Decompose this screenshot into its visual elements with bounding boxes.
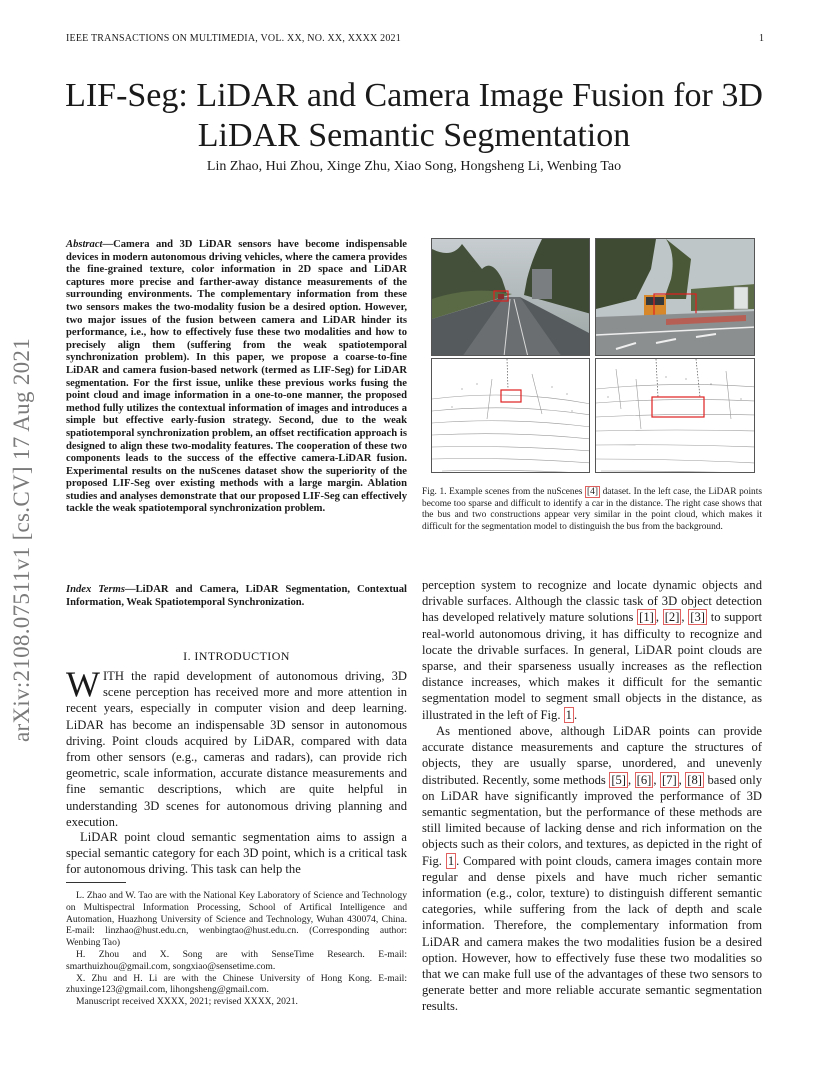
index-terms bbox=[66, 584, 407, 609]
text-run: perception system to recognize and locate dynamic objects and drivable surfaces. Although the classic task of 3D object detection has developed relatively mature solutions bbox=[422, 578, 762, 625]
footnote-3: X. Zhu and H. Li are with the Chinese University of Hong Kong. E-mail: zhuxinge123@gmail.com, lihongsheng@gmail.com. bbox=[66, 972, 407, 996]
figure-1 bbox=[431, 238, 755, 473]
abstract-label: Abstract bbox=[66, 239, 103, 250]
figure-caption bbox=[422, 487, 762, 533]
citation-link[interactable]: [1] bbox=[639, 610, 654, 625]
figure-link[interactable]: 1 bbox=[565, 707, 572, 722]
citation-link[interactable]: [2] bbox=[664, 610, 680, 625]
arxiv-watermark bbox=[2, 270, 42, 810]
right-paragraph-1 bbox=[422, 577, 762, 723]
citation-link[interactable]: [7] bbox=[661, 772, 677, 787]
footnotes bbox=[66, 890, 407, 1008]
intro-paragraph-2: LiDAR point cloud semantic segmentation aims to assign a special semantic category for each 3D point, which is a critical task for autonomous driving. This task can help the bbox=[66, 830, 407, 877]
citation-link[interactable]: [8] bbox=[687, 772, 702, 787]
text-run: . Compared with point clouds, camera images contain more regular and dense pixels and have much richer semantic information (e.g., color, texture) to distinguish different semantic categories, while suffering from the lack of depth and scale information. Therefore, the complementary information from LiDAR and camera makes the two modalities fusion be a desired option. However, how to effectively fuse these two modalities so that we can make full use of the advantages of these two sensors to generate better and more reliable accurate semantic segmentation results. bbox=[422, 853, 762, 1014]
citation-link[interactable]: [3] bbox=[690, 610, 705, 625]
arxiv-id: arXiv:2108.07511v1 [cs.CV] 17 Aug 2021 bbox=[9, 337, 34, 743]
abstract-text: —Camera and 3D LiDAR sensors have become indispensable devices in modern autonomous driving vehicles, where the camera provides the fine-grained texture, color information in 2D space and LiDAR captures more precise and farther-away distance measurements of the surrounding environments. The complementary information from these two sensors makes the two-modality fusion be a desired option. However, two major issues of the fusion between camera and LiDAR hinder its performance, i.e., how to effectively fuse these two modalities and how to precisely align them (suffering from the weak spatiotemporal synchronization problem). In this paper, we propose a coarse-to-fine LiDAR and camera fusion-based network (termed as LIF-Seg) for LiDAR segmentation. For the first issue, unlike these previous works fusing the point cloud and image information in a one-to-one manner, the proposed method fully utilizes the contextual information of images and introduces a simple but effective early-fusion strategy. Second, due to the weak spatiotemporal synchronization problem, an offset rectification approach is designed to align these two-modality features. The cooperation of these two components leads to the success of the effective camera-LiDAR fusion. Experimental results on the nuScenes dataset show the superiority of the proposed LIF-Seg over existing methods with a large margin. Ablation studies and analyses demonstrate that our proposed LIF-Seg can effectively tackle the weak spatiotemporal synchronization problem. bbox=[66, 239, 407, 515]
point-cloud-right bbox=[595, 358, 755, 473]
intro-paragraph-1 bbox=[66, 664, 407, 830]
text-run: , bbox=[681, 610, 689, 625]
section-heading: I. INTRODUCTION bbox=[183, 649, 290, 663]
figure-link[interactable]: 1 bbox=[447, 853, 455, 868]
footnote-rule bbox=[66, 882, 126, 883]
footnote-1: L. Zhao and W. Tao are with the National Key Laboratory of Science and Technology on Multispectral Information Processing, School of Artifical Intelligence and Automation, Huazhong University of Science and Technology, Wuhan 430074, China. E-mail: linzhao@hust.edu.cn, wenbingtao@hust.edu.cn. (Corresponding author: Wenbing Tao) bbox=[66, 890, 407, 949]
text-run: . bbox=[573, 707, 578, 722]
text-run: , bbox=[655, 610, 663, 625]
intro-p1-text: ITH the rapid development of autonomous driving, 3D scene perception has received more and more attention in recent years, especially in computer vision and deep learning. LiDAR has become an indispensable 3D sensor in autonomous driving. Point clouds acquired by LiDAR, compared with data from other sensors (e.g., cameras and radars), can provide rich geometric, scale information, accurate distance measurements and fine semantic descriptions, which are quite helpful in understanding 3D scenes for autonomous driving planning and execution. bbox=[66, 669, 407, 829]
abstract bbox=[66, 239, 407, 516]
text-run: , bbox=[653, 772, 660, 787]
citation-link[interactable]: [5] bbox=[611, 772, 626, 787]
caption-text-b: dataset. In the left case, the LiDAR points become too sparse and difficult to identify a car in the distance. The right case shows that the bus and two constructions appear very similar in the point cloud, which makes it difficult for the segmentation model to distinguish the bus from the background. bbox=[422, 487, 762, 532]
text-run: , bbox=[678, 772, 686, 787]
author-list: Lin Zhao, Hui Zhou, Xinge Zhu, Xiao Song, Hongsheng Li, Wenbing Tao bbox=[206, 159, 622, 174]
citation-link[interactable]: [4] bbox=[587, 487, 598, 497]
running-header: IEEE TRANSACTIONS ON MULTIMEDIA, VOL. XX, NO. XX, XXXX 2021 bbox=[66, 33, 401, 44]
page-number: 1 bbox=[759, 33, 765, 44]
text-run: to support real-world autonomous driving, it has difficulty to recognize and locate the drivable surfaces. In general, LiDAR point clouds are sparse, and their sparseness usually increases as the reflection distance increases, which makes it difficult for the semantic segmentation model to segment small objects in the distance, as illustrated in the left of Fig. bbox=[422, 610, 763, 722]
title-line-2: LiDAR Semantic Segmentation bbox=[197, 117, 631, 154]
citation-link[interactable]: [6] bbox=[636, 772, 652, 787]
index-terms-text: —LiDAR and Camera, LiDAR Segmentation, Contextual Information, Weak Spatiotemporal Synchronization. bbox=[66, 584, 407, 608]
footnote-2: H. Zhou and X. Song are with SenseTime Research. E-mail: smarthuizhou@gmail.com, songxiao@sensetime.com. bbox=[66, 948, 407, 972]
camera-image-left bbox=[431, 238, 590, 356]
paper-title bbox=[40, 76, 788, 156]
camera-image-right bbox=[595, 238, 755, 356]
title-line-1: LIF-Seg: LiDAR and Camera Image Fusion for 3D bbox=[65, 77, 763, 114]
right-paragraph-2 bbox=[422, 723, 762, 1015]
caption-text-a: Fig. 1. Example scenes from the nuScenes bbox=[422, 487, 586, 497]
footnote-4: Manuscript received XXXX, 2021; revised XXXX, 2021. bbox=[76, 996, 298, 1008]
text-run: based only on LiDAR have significantly improved the performance of 3D semantic segmentation, but the performance of these methods are still limited because of lacking dense and rich information on the objects such as their colors, and textures, as depicted in the right of Fig. bbox=[422, 772, 763, 868]
index-terms-label: Index Terms bbox=[66, 584, 125, 595]
text-run: , bbox=[628, 772, 635, 787]
text-run: As mentioned above, although LiDAR points can provide accurate distance measurements and capture the structures of objects, they are usually sparse, unordered, and unevenly distributed. Recently, some methods bbox=[422, 724, 762, 787]
point-cloud-left bbox=[431, 358, 590, 473]
drop-cap: W bbox=[66, 664, 100, 704]
